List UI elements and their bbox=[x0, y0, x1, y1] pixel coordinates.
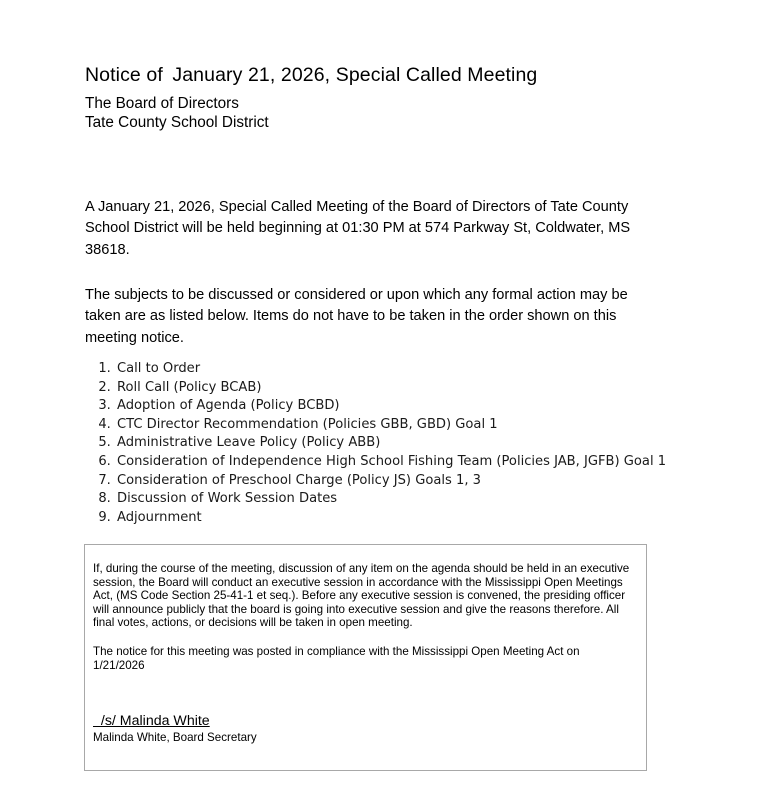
list-item: 2. Roll Call (Policy BCAB) bbox=[115, 379, 715, 398]
list-item: 5. Administrative Leave Policy (Policy ABB) bbox=[115, 434, 715, 453]
list-item: 4. CTC Director Recommendation (Policies GBB, GBD) Goal 1 bbox=[115, 416, 715, 435]
list-item: 6. Consideration of Independence High School Fishing Team (Policies JAB, JGFB) Goal 1 bbox=[115, 453, 715, 472]
board-name: The Board of Directors bbox=[85, 95, 239, 112]
list-item: 3. Adoption of Agenda (Policy BCBD) bbox=[115, 397, 715, 416]
signature-name-title: Malinda White, Board Secretary bbox=[93, 731, 257, 745]
meeting-details-paragraph: A January 21, 2026, Special Called Meeting of the Board of Directors of Tate County School District will be held beginning at 01:30 PM at 574 Parkway St, Coldwater, MS 38618. bbox=[85, 198, 631, 258]
list-item: 1. Call to Order bbox=[115, 360, 715, 379]
posting-compliance-text: The notice for this meeting was posted in compliance with the Mississippi Open Meeting Act on 1/21/2026 bbox=[93, 644, 580, 672]
signature-line: /s/ Malinda White bbox=[93, 713, 210, 730]
page-title-prefix: Notice of bbox=[85, 64, 163, 87]
list-item: 7. Consideration of Preschool Charge (Policy JS) Goals 1, 3 bbox=[115, 472, 715, 491]
organization-heading bbox=[85, 94, 269, 132]
district-name: Tate County School District bbox=[85, 114, 269, 131]
executive-session-text: If, during the course of the meeting, discussion of any item on the agenda should be held in an executive session, the Board will conduct an executive session in accordance with the Mississippi Open Meetings Act, (MS Code Section 25-41-1 et seq.). Before any executive session is convened, the presiding officer will announce publicly that the board is going into executive session and give the reasons therefore. All final votes, actions, or decisions will be taken in open meeting. bbox=[93, 562, 630, 630]
list-item: 9. Adjournment bbox=[115, 509, 715, 528]
page-title-rest: January 21, 2026, Special Called Meeting bbox=[172, 64, 538, 87]
signature-block bbox=[93, 712, 631, 745]
subjects-paragraph: The subjects to be discussed or considered or upon which any formal action may be taken are as listed below. Items do not have to be taken in the order shown on this meeting notice. bbox=[85, 286, 628, 346]
page-title bbox=[85, 64, 537, 87]
executive-session-notice-box bbox=[84, 544, 647, 771]
notice-box-content bbox=[93, 562, 631, 745]
agenda-list bbox=[85, 360, 715, 527]
list-item: 8. Discussion of Work Session Dates bbox=[115, 490, 715, 509]
